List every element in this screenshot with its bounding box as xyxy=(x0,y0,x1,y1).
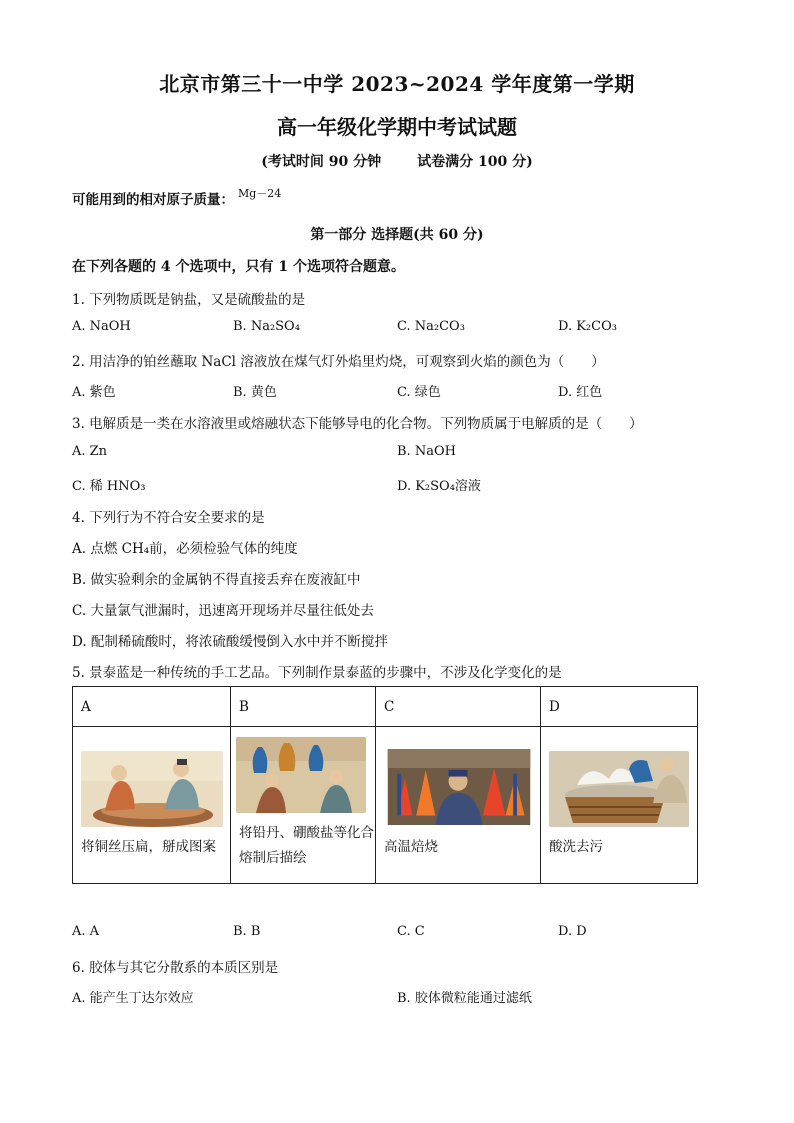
q5-caption-a: 将铜丝压扁，掰成图案 xyxy=(81,839,216,855)
q4-option-c: C. 大量氯气泄漏时，迅速离开现场并尽量往低处去 xyxy=(72,603,374,619)
q3-stem: 3. 电解质是一类在水溶液里或熔融状态下能够导电的化合物。下列物质属于电解质的是（ ） xyxy=(72,416,643,432)
q5-cell-a xyxy=(73,727,231,884)
q1-option-d: D. K₂CO₃ xyxy=(558,319,617,334)
exam-title: 北京市第三十一中学 2023~2024 学年度第一学期 xyxy=(159,72,635,96)
section-instruction: 在下列各题的 4 个选项中，只有 1 个选项符合题意。 xyxy=(72,259,405,275)
q5-cell-d xyxy=(541,727,698,884)
q4-stem: 4. 下列行为不符合安全要求的是 xyxy=(72,510,265,526)
q5-caption-d: 酸洗去污 xyxy=(549,839,603,855)
kiln-firing-image xyxy=(384,749,534,825)
q5-cell-b xyxy=(231,727,376,884)
q1-option-b: B. Na₂SO₄ xyxy=(233,319,300,334)
q3-option-a: A. Zn xyxy=(72,444,108,459)
q5-option-c: C. C xyxy=(397,924,425,939)
q5-table xyxy=(72,686,698,884)
q5-table-header-c: C xyxy=(376,687,541,727)
atomic-mass-value: Mg－24 xyxy=(238,187,282,200)
q5-option-b: B. B xyxy=(233,924,261,939)
q5-table-header-a: A xyxy=(73,687,231,727)
q6-option-a: A. 能产生丁达尔效应 xyxy=(72,991,194,1006)
q4-option-d: D. 配制稀硫酸时，将浓硫酸缓慢倒入水中并不断搅拌 xyxy=(72,634,388,650)
q2-option-d: D. 红色 xyxy=(558,385,603,400)
artisans-painting-vases-image xyxy=(236,737,366,813)
q2-option-c: C. 绿色 xyxy=(397,385,441,400)
exam-time: (考试时间 90 分钟 xyxy=(261,154,382,170)
q5-stem: 5. 景泰蓝是一种传统的手工艺品。下列制作景泰蓝的步骤中，不涉及化学变化的是 xyxy=(72,665,562,681)
q1-stem: 1. 下列物质既是钠盐，又是硫酸盐的是 xyxy=(72,292,306,308)
q5-option-d: D. D xyxy=(558,924,587,939)
q6-option-b: B. 胶体微粒能通过滤纸 xyxy=(397,991,532,1006)
exam-info xyxy=(0,151,794,171)
q4-option-b: B. 做实验剩余的金属钠不得直接丢弃在废液缸中 xyxy=(72,572,361,588)
atomic-mass-label: 可能用到的相对原子质量： xyxy=(72,192,234,208)
q3-option-c: C. 稀 HNO₃ xyxy=(72,479,146,494)
q5-table-header-b: B xyxy=(231,687,376,727)
q3-option-d: D. K₂SO₄溶液 xyxy=(397,479,481,494)
q1-option-c: C. Na₂CO₃ xyxy=(397,319,465,334)
full-score: 试卷满分 100 分) xyxy=(417,154,533,170)
acid-washing-image xyxy=(549,751,689,827)
section-title: 第一部分 选择题(共 60 分) xyxy=(310,227,484,243)
q2-option-b: B. 黄色 xyxy=(233,385,277,400)
q4-option-a: A. 点燃 CH₄前，必须检验气体的纯度 xyxy=(72,541,298,557)
atomic-mass-line xyxy=(72,188,281,208)
q3-option-b: B. NaOH xyxy=(397,444,456,459)
artisans-shaping-copper-image xyxy=(81,751,223,827)
q2-option-a: A. 紫色 xyxy=(72,385,116,400)
q5-caption-b: 将铅丹、硼酸盐等化合熔制后描绘 xyxy=(239,825,374,866)
q5-table-header-d: D xyxy=(541,687,698,727)
q2-stem: 2. 用洁净的铂丝蘸取 NaCl 溶液放在煤气灯外焰里灼烧，可观察到火焰的颜色为（ ） xyxy=(72,354,605,370)
q5-caption-c: 高温焙烧 xyxy=(384,839,438,855)
q5-cell-c xyxy=(376,727,541,884)
q6-stem: 6. 胶体与其它分散系的本质区别是 xyxy=(72,960,279,976)
exam-subtitle: 高一年级化学期中考试试题 xyxy=(277,115,517,139)
q1-option-a: A. NaOH xyxy=(72,319,131,334)
q5-option-a: A. A xyxy=(72,924,100,939)
